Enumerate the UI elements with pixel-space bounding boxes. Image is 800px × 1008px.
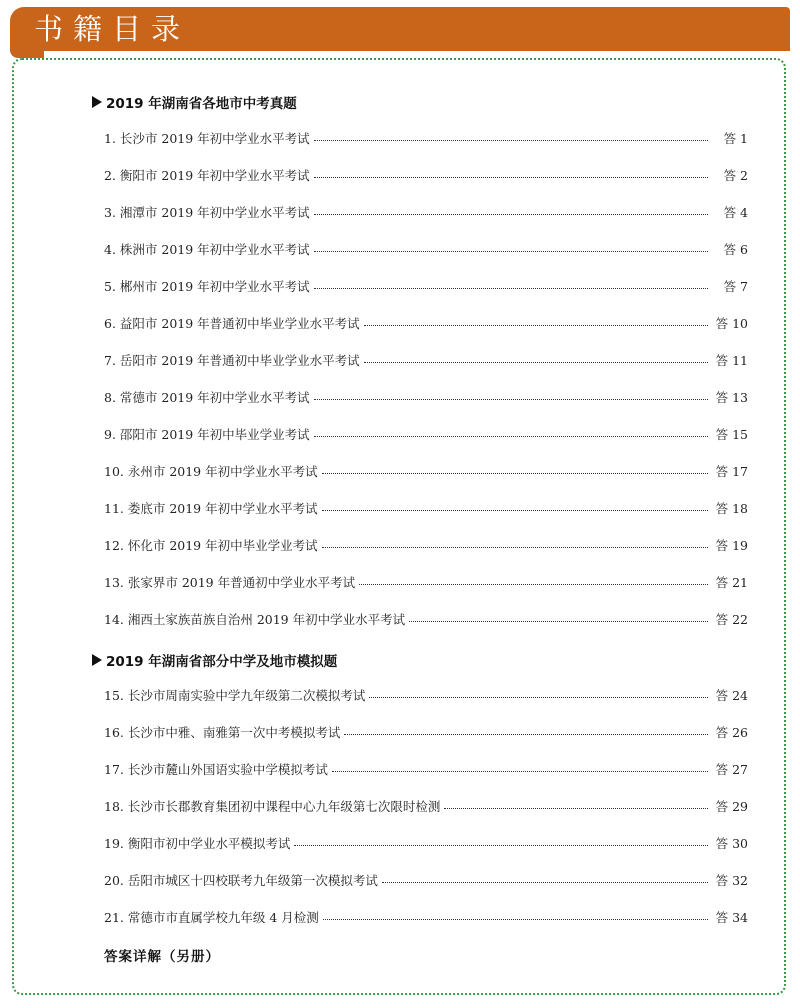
toc-entry-title: 5. 郴州市 2019 年初中学业水平考试 [104, 279, 310, 294]
toc-entry[interactable] [104, 461, 748, 481]
toc-entry-title: 15. 长沙市周南实验中学九年级第二次模拟考试 [104, 688, 366, 703]
dot-leader [364, 325, 708, 326]
toc-entry-page: 答 17 [715, 464, 748, 479]
dot-leader [314, 140, 708, 141]
triangle-bullet-icon [92, 654, 102, 666]
toc-entry-title: 12. 怀化市 2019 年初中毕业学业考试 [104, 538, 318, 553]
toc-entry-title: 2. 衡阳市 2019 年初中学业水平考试 [104, 168, 310, 183]
toc-entry[interactable] [104, 759, 748, 779]
toc-entry-page: 答 22 [715, 612, 748, 627]
toc-entry-title: 16. 长沙市中雅、南雅第一次中考模拟考试 [104, 725, 341, 740]
toc-entry-page: 答 1 [723, 131, 748, 146]
dot-leader [332, 771, 708, 772]
toc-entry-page: 答 11 [715, 353, 748, 368]
toc-entry-page: 答 27 [715, 762, 748, 777]
toc-entry-title: 19. 衡阳市初中学业水平模拟考试 [104, 836, 291, 851]
dot-leader [314, 288, 708, 289]
answer-note: 答案详解（另册） [104, 949, 220, 965]
toc-entry-title: 17. 长沙市麓山外国语实验中学模拟考试 [104, 762, 328, 777]
toc-entry-title: 6. 益阳市 2019 年普通初中毕业学业水平考试 [104, 316, 360, 331]
toc-entry-title: 13. 张家界市 2019 年普通初中学业水平考试 [104, 575, 356, 590]
toc-entry-title: 3. 湘潭市 2019 年初中学业水平考试 [104, 205, 310, 220]
dot-leader [314, 436, 708, 437]
toc-entry[interactable] [104, 535, 748, 555]
toc-entry[interactable] [104, 833, 748, 853]
dot-leader [322, 473, 708, 474]
toc-entry-page: 答 34 [715, 910, 748, 925]
toc-entry-title: 11. 娄底市 2019 年初中学业水平考试 [104, 501, 318, 516]
toc-entry-page: 答 13 [715, 390, 748, 405]
toc-entry[interactable] [104, 722, 748, 742]
toc-entry[interactable] [104, 350, 748, 370]
toc-entry[interactable] [104, 239, 748, 259]
dot-leader [369, 697, 708, 698]
toc-entry-page: 答 4 [723, 205, 748, 220]
dot-leader [444, 808, 708, 809]
toc-entry[interactable] [104, 498, 748, 518]
toc-entry-page: 答 15 [715, 427, 748, 442]
toc-entry-page: 答 29 [715, 799, 748, 814]
toc-entry-page: 答 26 [715, 725, 748, 740]
toc-entry-page: 答 32 [715, 873, 748, 888]
dot-leader [322, 547, 708, 548]
toc-entry-title: 21. 常德市市直属学校九年级 4 月检测 [104, 910, 319, 925]
toc-frame [12, 58, 786, 995]
toc-entry-page: 答 18 [715, 501, 748, 516]
toc-entry-title: 9. 邵阳市 2019 年初中毕业学业考试 [104, 427, 310, 442]
toc-entry-title: 10. 永州市 2019 年初中学业水平考试 [104, 464, 318, 479]
toc-entry-title: 1. 长沙市 2019 年初中学业水平考试 [104, 131, 310, 146]
toc-entry[interactable] [104, 685, 748, 705]
dot-leader [314, 214, 708, 215]
toc-entry[interactable] [104, 276, 748, 296]
dot-leader [314, 399, 708, 400]
section-heading-text: 2019 年湖南省部分中学及地市模拟题 [106, 654, 338, 670]
toc-entry[interactable] [104, 128, 748, 148]
toc-entry-title: 4. 株洲市 2019 年初中学业水平考试 [104, 242, 310, 257]
triangle-bullet-icon [92, 96, 102, 108]
toc-entry-page: 答 19 [715, 538, 748, 553]
dot-leader [323, 919, 708, 920]
toc-entry[interactable] [104, 387, 748, 407]
toc-entry[interactable] [104, 313, 748, 333]
toc-entry-page: 答 21 [715, 575, 748, 590]
toc-entry[interactable] [104, 796, 748, 816]
dot-leader [359, 584, 708, 585]
section-heading-1 [92, 92, 297, 112]
toc-entry-page: 答 24 [715, 688, 748, 703]
toc-entry-page: 答 7 [723, 279, 748, 294]
dot-leader [344, 734, 708, 735]
toc-entry-title: 18. 长沙市长郡教育集团初中课程中心九年级第七次限时检测 [104, 799, 441, 814]
toc-entry-page: 答 2 [723, 168, 748, 183]
dot-leader [314, 251, 708, 252]
toc-entry[interactable] [104, 424, 748, 444]
toc-entry[interactable] [104, 870, 748, 890]
toc-entry-title: 7. 岳阳市 2019 年普通初中毕业学业水平考试 [104, 353, 360, 368]
toc-entry[interactable] [104, 165, 748, 185]
toc-entry-title: 20. 岳阳市城区十四校联考九年级第一次模拟考试 [104, 873, 378, 888]
dot-leader [294, 845, 708, 846]
toc-entry-page: 答 6 [723, 242, 748, 257]
dot-leader [409, 621, 708, 622]
dot-leader [314, 177, 708, 178]
dot-leader [364, 362, 708, 363]
section-heading-text: 2019 年湖南省各地市中考真题 [106, 96, 297, 112]
page-title: 书籍目录 [34, 12, 191, 46]
dot-leader [382, 882, 708, 883]
header-bar [10, 7, 790, 51]
header-tab-decoration [10, 50, 44, 58]
section-heading-2 [92, 650, 337, 670]
toc-entry-page: 答 30 [715, 836, 748, 851]
toc-entry-title: 8. 常德市 2019 年初中学业水平考试 [104, 390, 310, 405]
toc-entry[interactable] [104, 572, 748, 592]
toc-entry-page: 答 10 [715, 316, 748, 331]
toc-entry[interactable] [104, 609, 748, 629]
dot-leader [322, 510, 708, 511]
toc-entry[interactable] [104, 907, 748, 927]
toc-entry[interactable] [104, 202, 748, 222]
toc-entry-title: 14. 湘西土家族苗族自治州 2019 年初中学业水平考试 [104, 612, 406, 627]
